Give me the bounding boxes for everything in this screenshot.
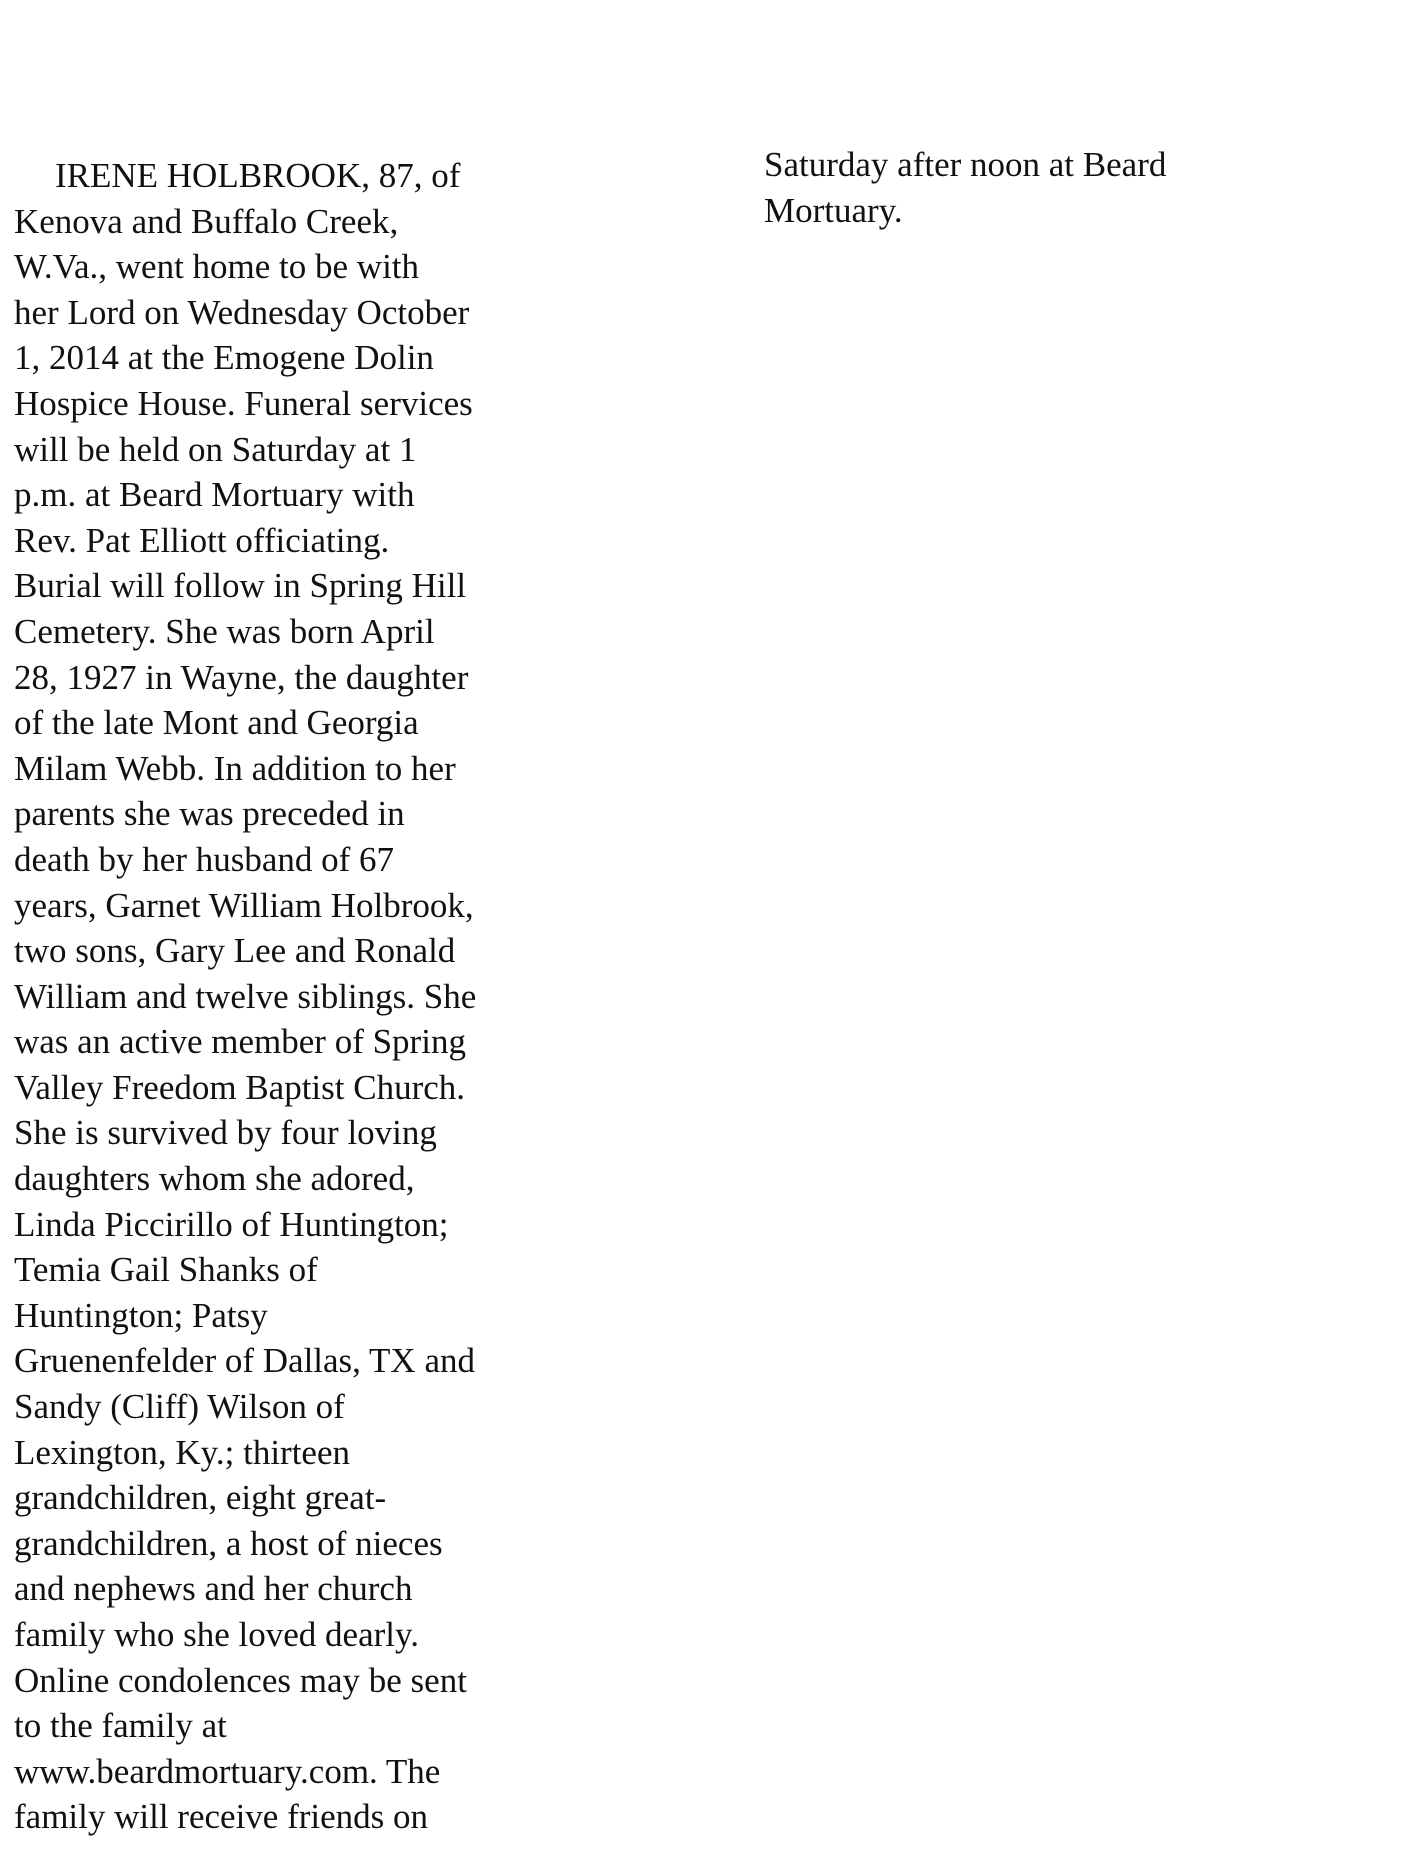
obituary-line: two sons, Gary Lee and Ronald — [14, 931, 456, 971]
obituary-line: Cemetery. She was born April — [14, 611, 435, 651]
obituary-right-column — [764, 142, 1324, 233]
obituary-line: grandchildren, eight great- — [14, 1478, 387, 1518]
obituary-line: 28, 1927 in Wayne, the daughter — [14, 657, 469, 697]
obituary-line: Sandy (Cliff) Wilson of — [14, 1387, 345, 1427]
obituary-line: Huntington; Patsy — [14, 1295, 268, 1335]
obituary-line: Online condolences may be sent — [14, 1660, 467, 1700]
obituary-line: Mortuary. — [764, 190, 903, 230]
obituary-line: 1, 2014 at the Emogene Dolin — [14, 338, 434, 378]
obituary-line: Temia Gail Shanks of — [14, 1250, 318, 1290]
obituary-line: daughters whom she adored, — [14, 1159, 415, 1199]
obituary-line: Valley Freedom Baptist Church. — [14, 1067, 466, 1107]
obituary-line: Lexington, Ky.; thirteen — [14, 1432, 350, 1472]
obituary-line: will be held on Saturday at 1 — [14, 429, 417, 469]
obituary-line: Gruenenfelder of Dallas, TX and — [14, 1341, 475, 1381]
obituary-line: p.m. at Beard Mortuary with — [14, 475, 415, 515]
obituary-line: W.Va., went home to be with — [14, 247, 420, 287]
obituary-line: and nephews and her church — [14, 1569, 413, 1609]
obituary-line: of the late Mont and Georgia — [14, 703, 419, 743]
obituary-line: Saturday after noon at Beard — [764, 145, 1167, 184]
obituary-line: www.beardmortuary.com. The — [14, 1751, 441, 1791]
obituary-line: Milam Webb. In addition to her — [14, 748, 456, 788]
obituary-line: IRENE HOLBROOK, 87, of — [55, 156, 461, 195]
obituary-line: William and twelve siblings. She — [14, 976, 477, 1016]
obituary-line: her Lord on Wednesday October — [14, 292, 470, 332]
obituary-line: Rev. Pat Elliott officiating. — [14, 520, 390, 560]
obituary-line: years, Garnet William Holbrook, — [14, 885, 474, 925]
obituary-line: Burial will follow in Spring Hill — [14, 566, 467, 606]
obituary-line: grandchildren, a host of nieces — [14, 1523, 443, 1563]
obituary-left-column — [14, 153, 554, 1840]
obituary-line: death by her husband of 67 — [14, 839, 395, 879]
obituary-line: Hospice House. Funeral services — [14, 383, 473, 423]
obituary-line: was an active member of Spring — [14, 1022, 466, 1062]
obituary-line: family will receive friends on — [14, 1797, 429, 1837]
obituary-line: She is survived by four loving — [14, 1113, 437, 1153]
obituary-line: Linda Piccirillo of Huntington; — [14, 1204, 449, 1244]
obituary-line: family who she loved dearly. — [14, 1615, 419, 1654]
obituary-line: parents she was preceded in — [14, 794, 405, 834]
obituary-line: Kenova and Buffalo Creek, — [14, 201, 399, 241]
obituary-line: to the family at — [14, 1706, 227, 1746]
